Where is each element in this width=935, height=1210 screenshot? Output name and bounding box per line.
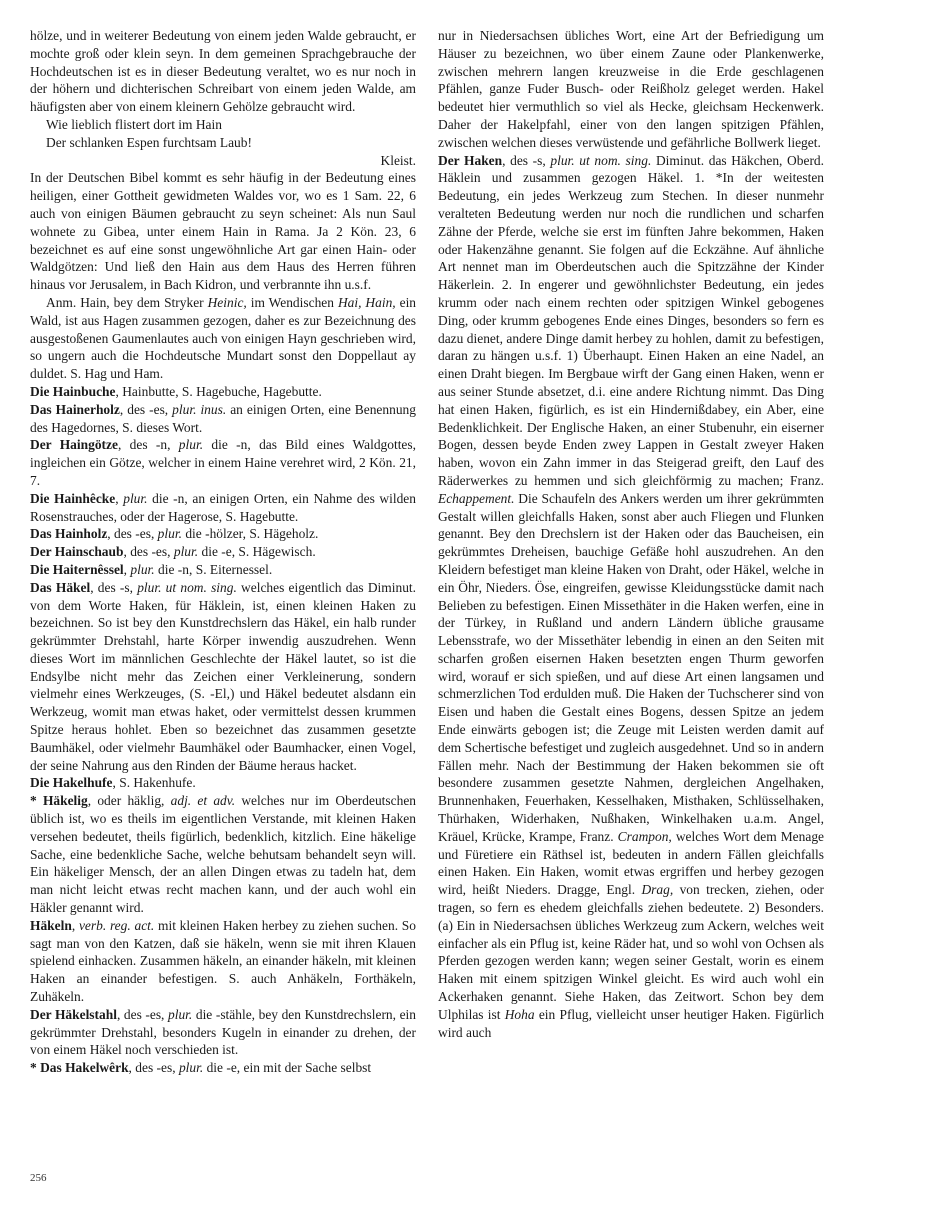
entry-paragraph [30,436,416,489]
entry-text: Die Schaufeln des Ankers werden um ihrer gekrümmten Gestalt willen gleichfalls Haken, sonst aber auch Fliegen und Flunken genannt. Bey den Drechslern ist der Haken oder das Baucheisen, ein gekrümmtes Dreheisen, bauchige Gefäße hohl auszudrehen. An den Kleidern befestiget man kleine Haken von Draht, oder Häkel, welche in ein Öhr, Nieders. Öse, eingreifen, gewisse Kleidungsstücke damit nach Belieben zu befestigen. Einen Missethäter in die Haken werfen, eine in der Türkey, in Rußland und andern Ländern übliche grausame Lebensstrafe, wo der Missethäter lebendig in einen an den Seiten mit scharfen großen eisernen Haken besetzten engen Thurm geworfen wird, worauf er sich spießen, und auf diese Art einen langsamen und schmerzlichen Tod erdulden muß. Die Haken der Tuchscherer sind von Eisen und haben die Gestalt eines Bogens, dessen Spitze an jedem Ende einwärts gebogen ist; die Zeuge mit Leisten werden damit auf dem Schertische befestiget und zugleich ausgedehnet. Und so in andern Fällen mehr. Nach der Bestimmung der Haken bekommen sie oft besondere zusammen gesetzte Nahmen, dergleichen Angelhaken, Brunnenhaken, Feuerhaken, Kesselhaken, Misthaken, Schlüsselhaken, Thürhaken, Widerhaken, Nußhaken, Winkelhaken u.a.m. Angel, Kräuel, Krücke, Krampe, Franz. [438,490,824,844]
entry-paragraph [30,401,416,437]
entry-headword: Der Haken [438,152,503,168]
entry-paragraph [30,792,416,917]
entry-text: , S. Hakenhufe. [112,775,196,791]
italic-term: plur. [178,1060,204,1076]
entry-text: Anm. Hain, bey dem Stryker [46,294,208,310]
entry-text: an einigen Orten, eine Benennung des Hagedornes, S. dieses Wort. [30,401,416,435]
entry-text: welches eigentlich das Diminut. von dem Worte Haken, für Häklein, ist, einen kleinen Haken zu bezeichnen. So ist bey den Kunstdrechslern das Häkel, ein halb runder gekrümmter Drehstahl, harte Körper inwendig auszudrehen. Wenn dieses Wort im männlichen Geschlechte der Häkel lautet, so ist die Endsylbe nicht mehr das Zeichen einer Verkleinerung, sondern vielmehr eines Werkzeuges, (S. -El,) und Häkel bedeutet alsdann ein Werkzeug, womit man etwas haket, oder vermittelst dessen krummen Spitze heraus hohlet. Eben so bezeichnet das zusammen gesetzte Baumhäkel, oder vielmehr Baumhäkel oder Baumhacker, einen Vogel, der seine Nahrung aus den Rinden der Bäume heraus hacket. [30,579,417,773]
entry-text: ein Pflug, vielleicht unser heutiger Haken. Figürlich wird auch [438,1006,824,1040]
entry-paragraph [30,383,416,401]
entry-text: die -n, S. Eiternessel. [154,561,273,577]
entry-headword: Das Häkel [30,579,91,595]
entry-text: , [115,490,124,506]
entry-text: Kleist. [380,152,416,168]
right-column [438,27,824,1041]
entry-text: die -n, das Bild eines Waldgottes, ingleichen ein Götze, welcher in einem Haine verehret wird, 2 Kön. 21, 7. [30,437,416,488]
left-column [30,27,416,1077]
italic-term: Crampon, [617,828,672,844]
entry-text: die -hölzer, S. Hägeholz. [181,526,319,542]
entry-text: die -e, S. Hägewisch. [198,544,316,560]
entry-paragraph [30,27,416,116]
entry-paragraph [438,27,824,152]
entry-paragraph [30,1006,416,1059]
entry-text: ein Wald, ist aus Hagen zusammen gezogen, daher es zur Bezeichnung des ausgestoßenen Gaumenlautes auch von einigen Hayn geschrieben wird, so ungern auch die Hochdeutsche Mundart sonst den Doppellaut ay duldet. S. Hag und Ham. [30,294,417,382]
italic-term: plur. [168,1006,193,1022]
entry-text: , Hainbutte, S. Hagebuche, Hagebutte. [115,383,322,399]
page-number: 256 [30,1172,47,1184]
entry-text: , des -es, [123,544,174,560]
entry-text: , des -es, [107,526,158,542]
entry-text: , des -s, [90,579,138,595]
entry-paragraph [30,543,416,561]
entry-paragraph [30,579,416,775]
entry-paragraph [438,152,824,1042]
entry-headword: Die Hainbuche [30,383,116,399]
entry-text: , des -n, [117,437,179,453]
entry-paragraph [30,774,416,792]
entry-text: im Wendischen [246,294,338,310]
entry-paragraph [30,917,416,1006]
entry-text: , oder häklig, [87,793,171,809]
entry-text: mit kleinen Haken herbey zu ziehen suchen. So sagt man von den Katzen, daß sie häkeln, wenn sie mit ihren Klauen spielend einhacken. Zusammen häkeln, an einander häkeln, mit kleinen Haken an einander befestigen. S. auch Anhäkeln, Forthäkeln, Zuhäkeln. [30,917,416,1005]
entry-headword: Die Hainhêcke [30,490,116,506]
entry-text: hölze, und in weiterer Bedeutung von einem jeden Walde gebraucht, er mochte groß oder klein seyn. In dem gemeinen Sprachgebrauche der Hochdeutschen ist es in dieser Bedeutung veraltet, wo es nur noch in der höhern und dichterischen Schreibart von einem jeden Walde, am häufigsten aber von einem kleinern Gehölze gebraucht wird. [30,28,416,115]
italic-term: plur. [123,490,148,506]
entry-headword: Der Häkelstahl [30,1006,117,1022]
italic-term: plur. inus. [172,401,227,417]
entry-headword: * Häkelig [30,793,88,809]
entry-text: , des -es, [128,1060,179,1076]
entry-headword: Die Haiternêssel [30,561,124,577]
verse-line [30,134,416,152]
entry-paragraph [30,294,416,383]
italic-term: adj. et adv. [170,793,236,809]
italic-term: plur. [178,437,204,453]
entry-text: die -stähle, bey den Kunstdrechslern, ein gekrümmter Drehstahl, besonders Kugeln in einander zu drehen, der von einem Häkel noch verschieden ist. [30,1006,416,1058]
italic-term: plur. ut nom. sing. [550,152,652,168]
entry-text: die -e, ein mit der Sache selbst [203,1060,372,1076]
entry-paragraph [30,561,416,579]
entry-headword: Das Hainerholz [30,401,120,417]
entry-headword: Das Hainholz [30,526,108,542]
quote-attribution [30,152,416,170]
italic-term: plur. [130,561,155,577]
italic-term: verb. reg. act. [78,917,155,933]
entry-text: Diminut. das Häkchen, Oberd. Häklein und zusammen gezogen Häkel. 1. *In der weitesten Bedeutung, ein jedes Werkzeug zum Stechen. In dieser nunmehr veralteten Bedeutung werden nur noch die rundlichen und scharfen Zähne der Pferde, welche sie erst im fünften Jahre bekommen, Haken oder Hakenzähne genannt. Sie folgen auf die Eckzähne. Auf ähnliche Art nennet man im Oberdeutschen auch die Spitzzähne der Kinder Häkerlein. 2. In engerer und gewöhnlichster Bedeutung, ein jedes krumm oder nach einem rechten oder spitzigen Winkel gebogenes Ding, oder krumm gebogenes Ende eines Dinges, besonders so fern es dazu dienet, andere Dinge damit herbey zu hohlen, damit zu befestigen, daran zu hängen u.s.f. 1) Überhaupt. Einen Haken an eine Nadel, an einen Draht biegen. Im Bergbaue wirft der Gang einen Haken, wenn er aus seiner Stunde absetzet, d.i. eine andere Richtung nimmt. Das Ding hat einen Haken, figürlich, es ist ein Hindernißdabey, ein Aber, eine Bedenklichkeit. Der Englische Haken, an einer Stubenuhr, ein eiserner Bogen, dessen beyde Enden zwey Lappen in Gestalt zweyer Haken haben, wovon ein Zahn immer in das Steigerad greift, den Lauf des Räderwerkes zu hemmen und sich gleichförmig zu machen; Franz. [438,152,824,488]
verse-line [30,116,416,134]
italic-term: Hoha [504,1006,535,1022]
entry-paragraph [30,1059,416,1077]
entry-headword: Der Haingötze [30,437,118,453]
entry-headword: Der Hainschaub [30,544,124,560]
italic-term: Echappement. [438,490,515,506]
entry-text: , des -s, [502,152,551,168]
italic-term: Heinic, [207,294,247,310]
entry-paragraph [30,490,416,526]
entry-paragraph [30,525,416,543]
entry-text: In der Deutschen Bibel kommt es sehr häufig in der Bedeutung eines heiligen, einer Gottheit gewidmeten Waldes vor, wo es 1 Sam. 22, 6 auch von einigen Bäumen gebraucht zu seyn scheinet: Als nun Saul wohnete zu Gibea, unter einem Hain in Rama. Ja 2 Kön. 23, 6 bezeichnet es auf eine sonst ungewöhnliche Art gar einen Hain- oder Waldgötzen: Und ließ den Hain aus dem Haus des Herren führen hinaus vor Jerusalem, in Bach Kidron, und verbrannte ihn u.s.f. [30,170,416,293]
entry-text: , [123,561,131,577]
entry-text: , des -es, [119,401,173,417]
entry-text: nur in Niedersachsen übliches Wort, eine Art der Befriedigung um Häuser zu bezeichnen, wo über einem Zaune oder Plankenwerke, zwischen mehrern langen kreuzweise in die Erde geschlagenen Pfählen, ganze Fuder Busch- oder Reißholz geleget werden. Hakel bedeutet hier vermuthlich so viel als Hecke, gleichsam Heckenwerk. Daher der Hakelpfahl, einer von den langen spitzigen Pfählen, zwischen welchen dieses verwüstende und gefährliche Bollwerk lieget. [438,28,824,150]
entry-text: von trecken, ziehen, oder tragen, so fern es ehedem gleichfalls ziehen bedeutete. 2) Besonders. (a) Ein in Niedersachsen übliches Werkzeug zum Ackern, welches weit einfacher als ein Pflug ist, keine Räder hat, und so wohl von Ochsen als Pferden gezogen werden kann; wegen seiner Gestalt, worin es einem Haken mit einem spitzigen Winkel gleicht. Es wird auch wohl ein Ackerhaken genannt. Siehe Haken, das Zeitwort. Schon bey dem Ulphilas ist [438,882,825,1022]
entry-paragraph [30,169,416,294]
italic-term: Drag, [641,882,674,898]
italic-term: plur. [157,526,182,542]
entry-text: , des -es, [116,1006,168,1022]
entry-text: , [71,917,79,933]
entry-text: welches nur im Oberdeutschen üblich ist, wo es theils im eigentlichen Verstande, mit kleinen Haken versehen bedeutet, theils figürlich, bedenklich, kitzlich. Eine häkelige Sache, eine bedenkliche Sache, welche behutsam behandelt seyn will. Ein häkeliger Mensch, der an allen Dingen etwas zu tadeln hat, dem man nicht leicht etwas recht machen kann, und der auch wohl ein Häkler genannt wird. [30,793,417,916]
entry-text: Wie lieblich flistert dort im Hain [46,116,222,132]
italic-term: Hai, Hain, [337,294,396,310]
italic-term: plur. [173,544,199,560]
entry-text: Der schlanken Espen furchtsam Laub! [46,134,252,150]
entry-headword: Die Hakelhufe [30,775,113,791]
italic-term: plur. ut nom. sing. [137,579,237,595]
entry-text: welches Wort dem Menage und Füretiere ein Räthsel ist, bedeuten in andern Fällen gleichfalls einen Haken. Ein Haken, womit etwas ergriffen und herbey gezogen wird, heißt Nieders. Dragge, Engl. [438,828,825,898]
entry-headword: * Das Hakelwêrk [30,1060,129,1076]
entry-text: die -n, an einigen Orten, ein Nahme des wilden Rosenstrauches, oder der Hagerose, S. Hagebutte. [30,490,416,524]
entry-headword: Häkeln [30,917,72,933]
